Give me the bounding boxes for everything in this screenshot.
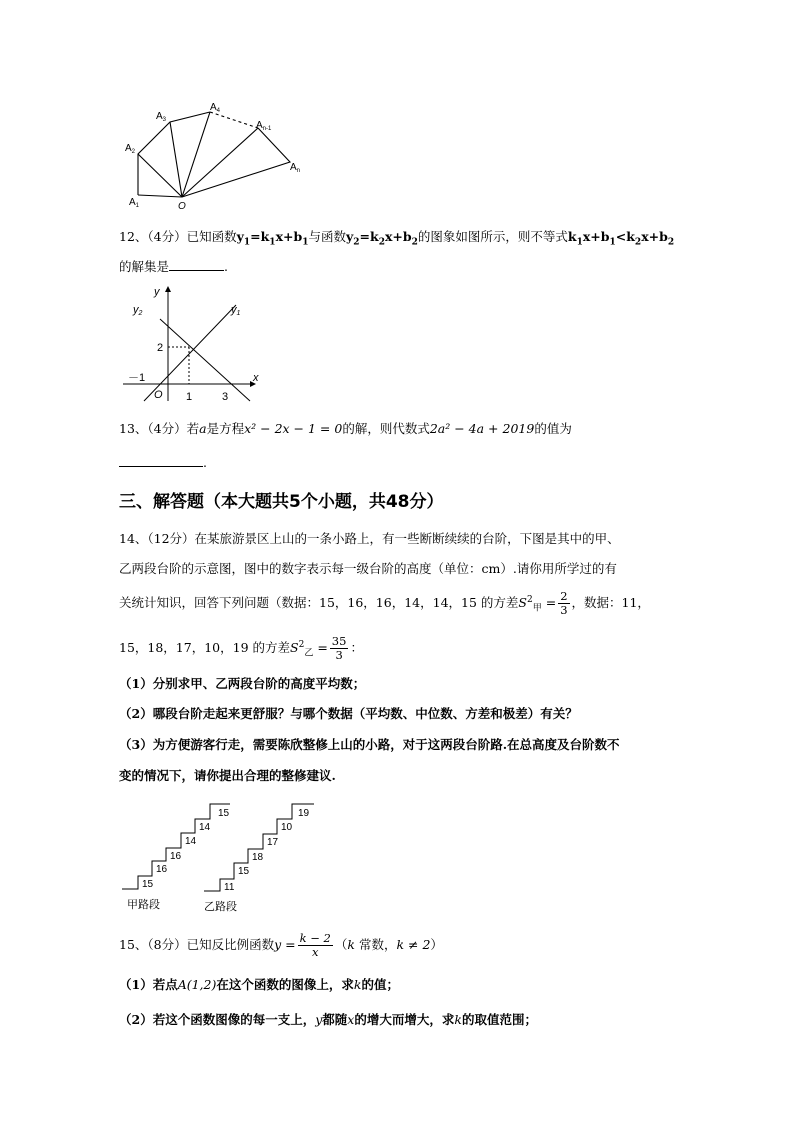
- answer-blank[interactable]: [169, 258, 224, 271]
- label-y2: y2: [133, 304, 143, 317]
- linear-functions-graph: [118, 283, 268, 405]
- q14-sub3a: （3）为方便游客行走，需要陈欣整修上山的小路，对于这两段台阶路.在总高度及台阶数不: [119, 737, 620, 752]
- label-y1: y1: [231, 304, 241, 317]
- label-o: O: [178, 201, 186, 212]
- stairs-figure: [118, 797, 328, 915]
- label-a3: $A_3$: [156, 111, 167, 123]
- stair-yi-1: 11: [224, 882, 235, 893]
- q12-line2: 的解集是 .: [119, 259, 228, 274]
- stairs-jia-label: 甲路段: [127, 899, 160, 911]
- label-an1: $A_{n-1}$: [256, 120, 272, 132]
- q14-line3: 关统计知识，回答下列问题（数据：15，16，16，14，14，15 的方差$S^2_甲$ = $\frac{2}{3}$ ，数据：11，: [119, 589, 650, 617]
- label-a2: $A_2$: [125, 143, 136, 155]
- label-one: 1: [186, 391, 193, 403]
- q15-line1: 15、（8分）已知反比例函数y = $\frac{k - 2}{x}$ （k 常数，k ≠ 2）: [119, 931, 443, 959]
- label-x: x: [253, 372, 259, 384]
- label-a1: $A_1$: [129, 197, 140, 209]
- label-y: y: [154, 286, 160, 298]
- dashed-edge: [210, 112, 258, 128]
- stair-jia-6: 15: [218, 808, 230, 819]
- q13-line1: 13、（4分）若a是方程x² − 2x − 1 = 0的解，则代数式2a² − 4a + 2019的值为: [119, 421, 572, 436]
- stair-yi-2: 15: [238, 866, 250, 877]
- section-heading: 三、解答题（本大题共5个小题，共48分）: [119, 492, 444, 512]
- stair-jia-2: 16: [156, 864, 168, 875]
- q14-line1: 14、（12分）在某旅游景区上山的一条小路上，有一些断断续续的台阶，下图是其中的甲、: [119, 531, 620, 546]
- fraction-yi: $\frac{35}{3}$: [331, 634, 347, 662]
- stairs-jia: [122, 804, 230, 889]
- spoke-a2: [138, 154, 182, 197]
- stair-jia-1: 15: [142, 879, 154, 890]
- label-two: 2: [157, 342, 164, 354]
- stair-yi-5: 10: [281, 822, 293, 833]
- label-three: 3: [222, 391, 229, 403]
- stair-jia-4: 14: [185, 836, 197, 847]
- q14-sub3b: 变的情况下，请你提出合理的整修建议.: [119, 768, 336, 783]
- q12-line1: 12、（4分）已知函数$y_1=k_1x+b_1$与函数$y_2=k_2x+b_2$的图象如图所示，则不等式$k_1x+b_1<k_2x+b_2$: [119, 229, 675, 248]
- base-edge: [138, 195, 182, 197]
- stair-jia-3: 16: [170, 851, 182, 862]
- label-neg1: －1: [128, 372, 146, 384]
- stair-yi-6: 19: [298, 808, 310, 819]
- stair-jia-5: 14: [199, 822, 211, 833]
- stairs-yi-label: 乙路段: [204, 901, 237, 913]
- line-y2: [160, 319, 250, 401]
- answer-blank[interactable]: [119, 454, 203, 467]
- q13-line2: .: [119, 454, 207, 472]
- label-o: O: [154, 389, 163, 401]
- polygon-outline-end: [182, 128, 290, 197]
- spoke-a3: [170, 122, 182, 197]
- q15-sub1: （1）若点A(1,2)在这个函数的图像上，求k的值；: [119, 977, 399, 992]
- label-an: $A_n$: [290, 162, 301, 174]
- q14-line2: 乙两段台阶的示意图，图中的数字表示每一级台阶的高度（单位：cm）.请你用所学过的有: [119, 561, 617, 576]
- fraction-jia: $\frac{2}{3}$: [560, 589, 568, 617]
- q14-line4: 15，18，17，10，19 的方差$S^2_乙$ = $\frac{35}{3}$ ：: [119, 634, 363, 662]
- q14-sub2: （2）哪段台阶走起来更舒服？与哪个数据（平均数、中位数、方差和极差）有关？: [119, 706, 578, 721]
- stair-yi-3: 18: [252, 852, 264, 863]
- q15-sub2: （2）若这个函数图像的每一支上，y都随x的增大而增大，求k的取值范围；: [119, 1012, 537, 1027]
- polygon-outline: [138, 112, 210, 195]
- polygon-fan-figure: [118, 98, 318, 213]
- label-a4: $A_4$: [210, 102, 221, 114]
- fraction-k: $\frac{k - 2}{x}$: [299, 931, 331, 959]
- q14-sub1: （1）分别求甲、乙两段台阶的高度平均数；: [119, 676, 366, 691]
- stair-yi-4: 17: [267, 837, 279, 848]
